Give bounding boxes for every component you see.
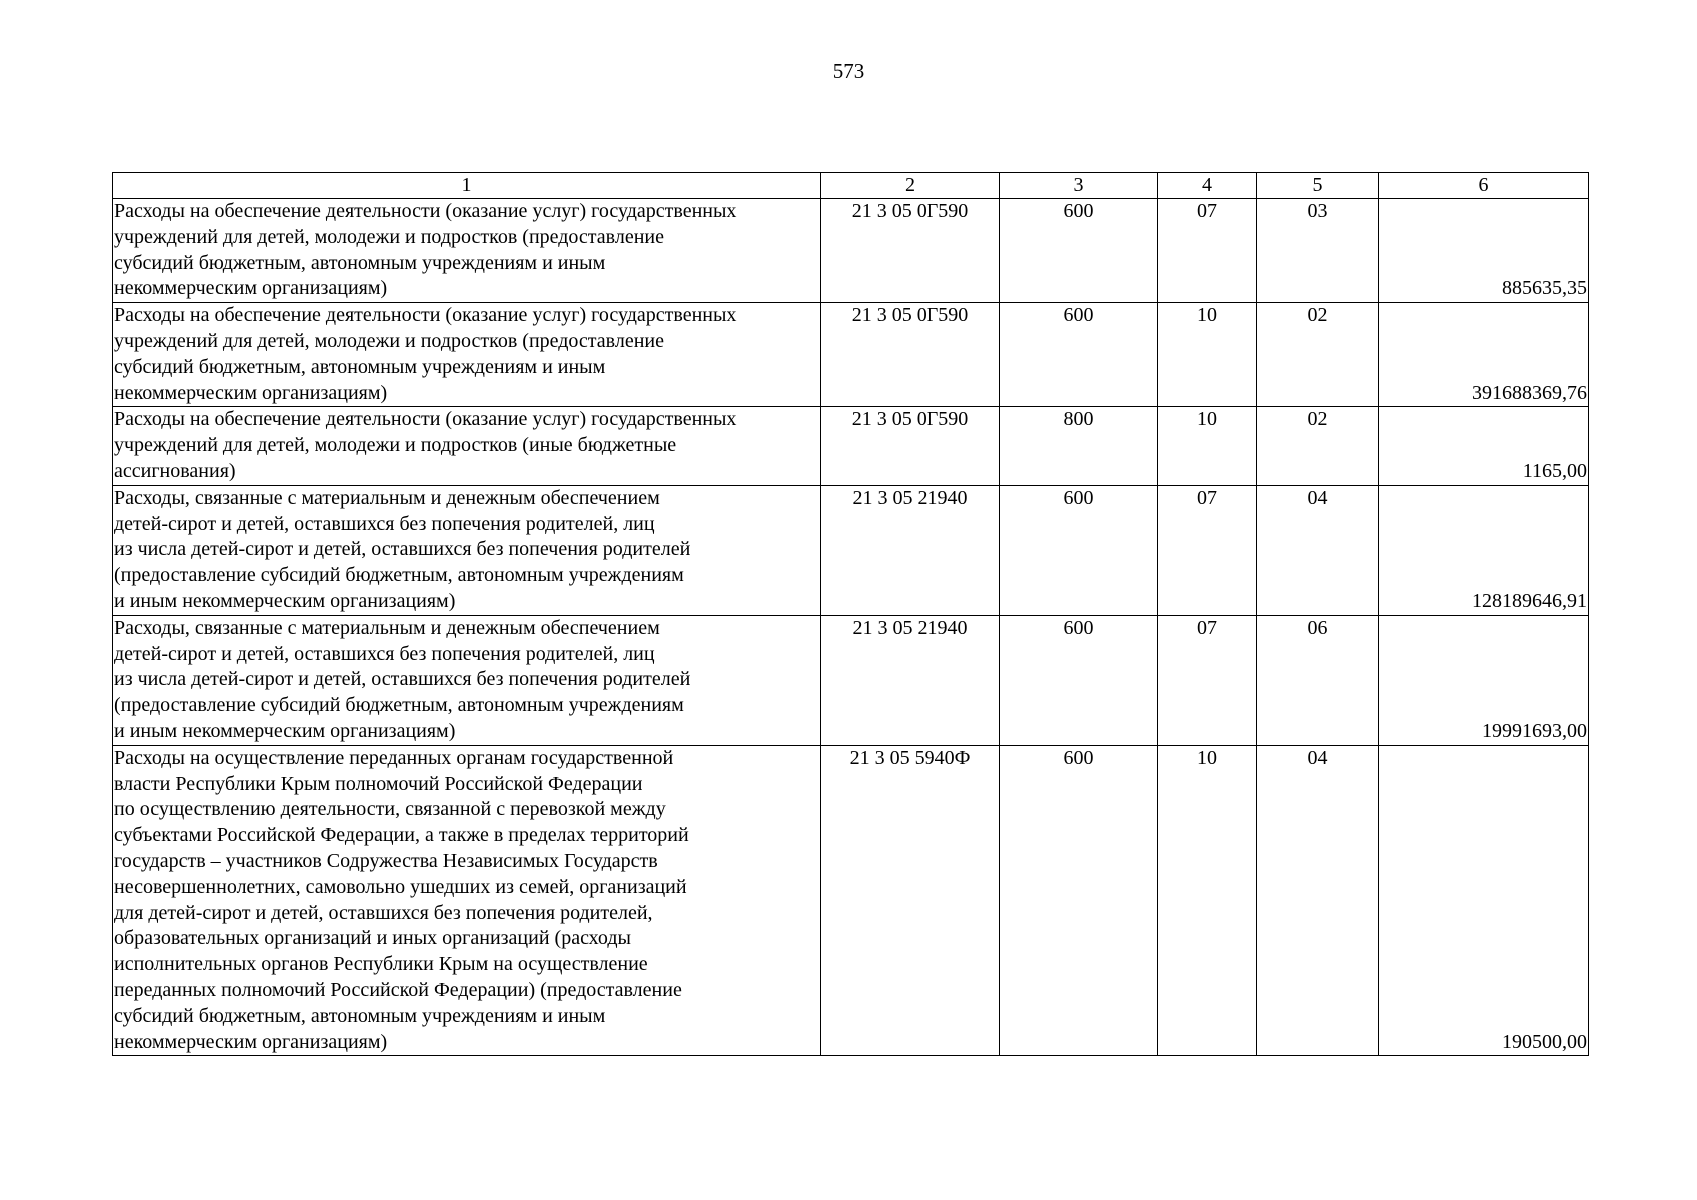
target-article-code: 21 3 05 5940Ф: [821, 745, 1000, 1056]
target-article-code: 21 3 05 0Г590: [821, 303, 1000, 407]
expense-type-code: 600: [1000, 745, 1158, 1056]
column-number-4: 4: [1158, 173, 1257, 199]
column-number-3: 3: [1000, 173, 1158, 199]
table-row: [113, 199, 1589, 303]
table-row: [113, 303, 1589, 407]
target-article-code: 21 3 05 21940: [821, 485, 1000, 615]
subsection-code: 04: [1257, 745, 1379, 1056]
table-row: [113, 615, 1589, 745]
subsection-code: 02: [1257, 303, 1379, 407]
page-number: 573: [832, 59, 865, 83]
expense-name: Расходы, связанные с материальным и денежным обеспечением детей-сирот и детей, оставшихся без попечения родителей, лиц из числа детей-сирот и детей, оставшихся без попечения родителей (предоставление субсидий бюджетным, автономным учреждениям и иным некоммерческим организациям): [113, 485, 821, 615]
column-number-5: 5: [1257, 173, 1379, 199]
target-article-code: 21 3 05 0Г590: [821, 199, 1000, 303]
target-article-code: 21 3 05 21940: [821, 615, 1000, 745]
column-number-1: 1: [113, 173, 821, 199]
column-number-2: 2: [821, 173, 1000, 199]
section-code: 07: [1158, 615, 1257, 745]
table-row: [113, 407, 1589, 485]
target-article-code: 21 3 05 0Г590: [821, 407, 1000, 485]
subsection-code: 04: [1257, 485, 1379, 615]
column-number-6: 6: [1379, 173, 1589, 199]
section-code: 10: [1158, 407, 1257, 485]
table-header-row: [113, 173, 1589, 199]
amount: 128189646,91: [1379, 485, 1589, 615]
expense-type-code: 600: [1000, 199, 1158, 303]
amount: 885635,35: [1379, 199, 1589, 303]
section-code: 07: [1158, 199, 1257, 303]
section-code: 07: [1158, 485, 1257, 615]
amount: 190500,00: [1379, 745, 1589, 1056]
budget-table: [112, 172, 1589, 1056]
expense-name: Расходы на обеспечение деятельности (оказание услуг) государственных учреждений для детей, молодежи и подростков (предоставление субсидий бюджетным, автономным учреждениям и иным некоммерческим организациям): [113, 303, 821, 407]
section-code: 10: [1158, 303, 1257, 407]
subsection-code: 06: [1257, 615, 1379, 745]
expense-name: Расходы, связанные с материальным и денежным обеспечением детей-сирот и детей, оставшихся без попечения родителей, лиц из числа детей-сирот и детей, оставшихся без попечения родителей (предоставление субсидий бюджетным, автономным учреждениям и иным некоммерческим организациям): [113, 615, 821, 745]
amount: 1165,00: [1379, 407, 1589, 485]
expense-type-code: 800: [1000, 407, 1158, 485]
amount: 19991693,00: [1379, 615, 1589, 745]
expense-type-code: 600: [1000, 485, 1158, 615]
expense-type-code: 600: [1000, 615, 1158, 745]
expense-name: Расходы на обеспечение деятельности (оказание услуг) государственных учреждений для детей, молодежи и подростков (предоставление субсидий бюджетным, автономным учреждениям и иным некоммерческим организациям): [113, 199, 821, 303]
expense-type-code: 600: [1000, 303, 1158, 407]
amount: 391688369,76: [1379, 303, 1589, 407]
subsection-code: 02: [1257, 407, 1379, 485]
table-row: [113, 485, 1589, 615]
expense-name: Расходы на осуществление переданных органам государственной власти Республики Крым полномочий Российской Федерации по осуществлению деятельности, связанной с перевозкой между субъектами Российской Федерации, а также в пределах территорий государств – участников Содружества Независимых Государств несовершеннолетних, самовольно ушедших из семей, организаций для детей-сирот и детей, оставшихся без попечения родителей, образовательных организаций и иных организаций (расходы исполнительных органов Республики Крым на осуществление переданных полномочий Российской Федерации) (предоставление субсидий бюджетным, автономным учреждениям и иным некоммерческим организациям): [113, 745, 821, 1056]
expense-name: Расходы на обеспечение деятельности (оказание услуг) государственных учреждений для детей, молодежи и подростков (иные бюджетные ассигнования): [113, 407, 821, 485]
section-code: 10: [1158, 745, 1257, 1056]
subsection-code: 03: [1257, 199, 1379, 303]
table-row: [113, 745, 1589, 1056]
